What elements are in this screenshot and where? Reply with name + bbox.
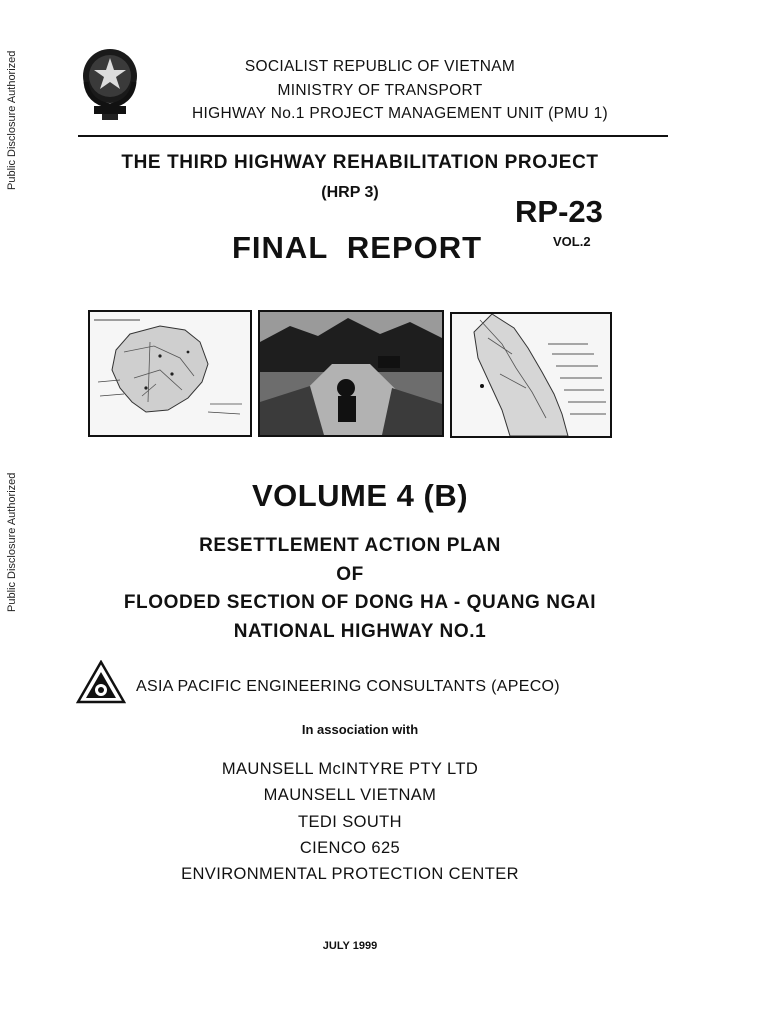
report-code: RP-23 bbox=[515, 194, 603, 229]
report-code-volume: VOL.2 bbox=[553, 234, 591, 249]
header-ministry: MINISTRY OF TRANSPORT bbox=[277, 82, 483, 99]
project-title: THE THIRD HIGHWAY REHABILITATION PROJECT bbox=[121, 152, 599, 173]
volume-title: VOLUME 4 (B) bbox=[251, 478, 469, 513]
volume-subtitle-of: OF bbox=[336, 564, 364, 585]
report-date: JULY 1999 bbox=[322, 940, 378, 952]
volume-subtitle-section: FLOODED SECTION OF DONG HA - QUANG NGAI bbox=[123, 592, 597, 613]
consultant-name: ASIA PACIFIC ENGINEERING CONSULTANTS (APECO) bbox=[136, 678, 560, 695]
partner-item: TEDI SOUTH bbox=[298, 813, 402, 831]
partner-item: ENVIRONMENTAL PROTECTION CENTER bbox=[181, 865, 519, 883]
volume-subtitle-plan: RESETTLEMENT ACTION PLAN bbox=[199, 535, 501, 556]
apeco-logo-icon bbox=[76, 660, 126, 704]
partner-item: MAUNSELL McINTYRE PTY LTD bbox=[221, 760, 479, 778]
road-flood-photo bbox=[258, 310, 444, 437]
final-report-title: FINAL REPORT bbox=[232, 230, 483, 265]
partner-item: CIENCO 625 bbox=[299, 839, 401, 857]
map-central-coast bbox=[450, 312, 612, 438]
project-abbreviation: (HRP 3) bbox=[321, 184, 379, 201]
map-southern-vietnam bbox=[88, 310, 252, 437]
disclosure-watermark-bottom: Public Disclosure Authorized bbox=[6, 472, 18, 612]
header-divider bbox=[78, 135, 668, 137]
partner-item: MAUNSELL VIETNAM bbox=[263, 786, 437, 804]
disclosure-watermark-top: Public Disclosure Authorized bbox=[6, 50, 18, 190]
volume-subtitle-highway: NATIONAL HIGHWAY NO.1 bbox=[233, 621, 487, 642]
header-pmu: HIGHWAY No.1 PROJECT MANAGEMENT UNIT (PMU 1) bbox=[192, 105, 608, 122]
association-label: In association with bbox=[301, 722, 419, 737]
header-country: SOCIALIST REPUBLIC OF VIETNAM bbox=[244, 58, 516, 75]
